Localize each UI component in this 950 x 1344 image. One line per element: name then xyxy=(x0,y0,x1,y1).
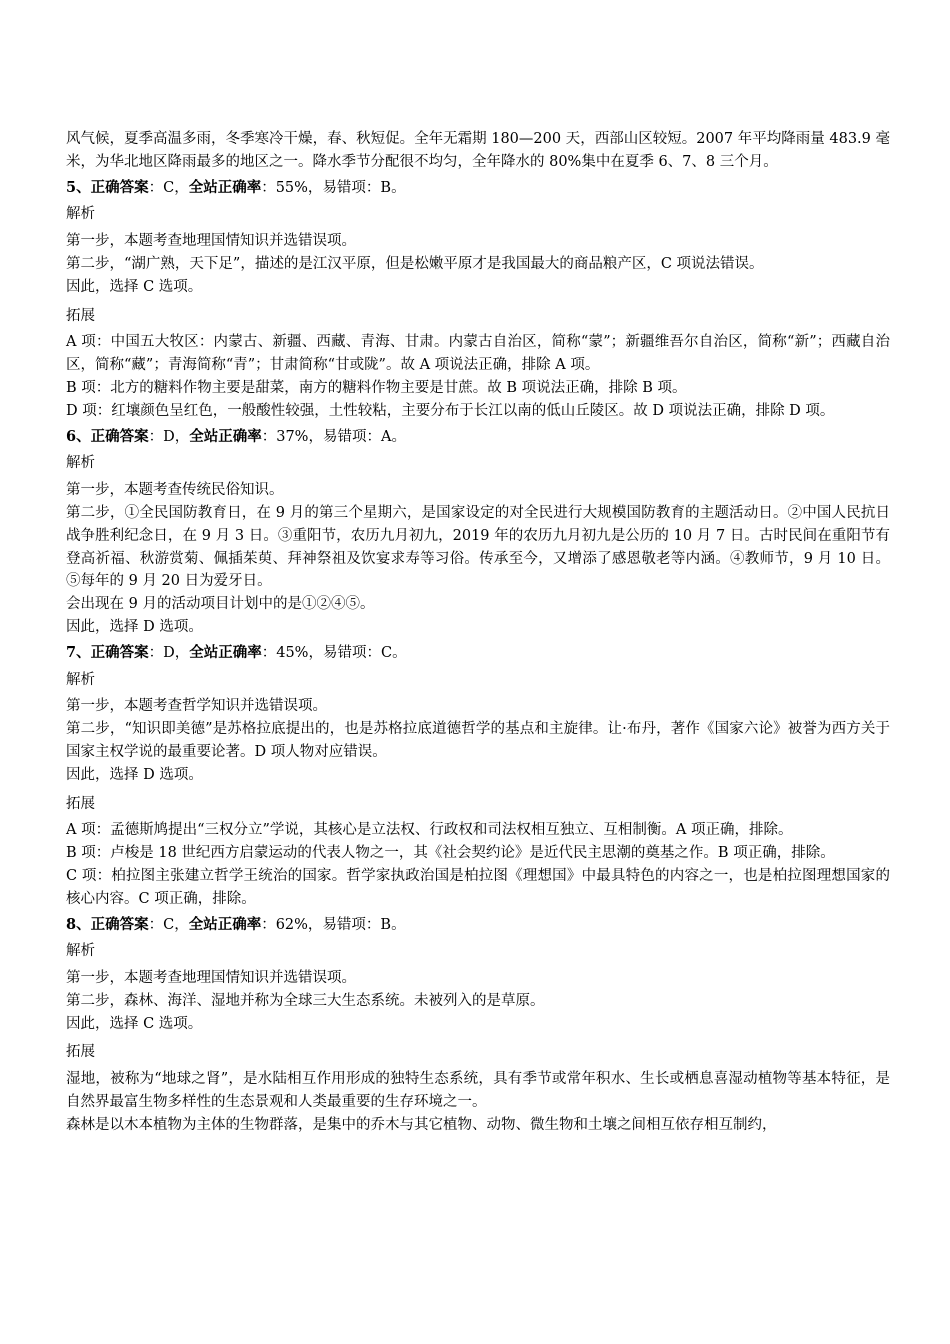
answer-value: C， xyxy=(163,179,189,196)
analysis-paragraph: 第一步，本题考查地理国情知识并选错误项。 xyxy=(66,970,356,987)
answer-number-label: 5、正确答案 xyxy=(66,178,149,196)
analysis-paragraph: 因此，选择 D 选项。 xyxy=(66,766,203,783)
accuracy-separator: ： xyxy=(261,179,276,196)
answer-number-label: 8、正确答案 xyxy=(66,915,149,933)
analysis-paragraph: 第一步，本题考查传统民俗知识。 xyxy=(66,482,284,499)
analysis-paragraph: 第二步，森林、海洋、湿地并称为全球三大生态系统。未被列入的是草原。 xyxy=(66,992,545,1009)
accuracy-label: 全站正确率 xyxy=(189,427,262,445)
answer-value: C， xyxy=(163,916,189,933)
answer-value: D， xyxy=(163,428,190,445)
analysis-paragraph: 会出现在 9 月的活动项目计划中的是①②④⑤。 xyxy=(66,596,375,613)
analysis-label: 解析 xyxy=(66,943,95,960)
analysis-paragraph: 第一步，本题考查地理国情知识并选错误项。 xyxy=(66,233,356,250)
question-section-7 xyxy=(66,642,890,911)
answer-value: D， xyxy=(163,644,190,661)
extension-label: 拓展 xyxy=(66,307,95,324)
analysis-paragraph: 因此，选择 D 选项。 xyxy=(66,618,203,635)
intro-paragraph: 风气候，夏季高温多雨，冬季寒冷干燥，春、秋短促。全年无霜期 180—200 天，西部山区较短。2007 年平均降雨量 483.9 毫米，为华北地区降雨最多的地区之一。降水季节分配很不均匀，全年降水的 80%集中在夏季 6、7、8 三个月。 xyxy=(66,131,890,170)
answer-line xyxy=(66,914,890,937)
extension-paragraph: A 项：中国五大牧区：内蒙古、新疆、西藏、青海、甘肃。内蒙古自治区，简称“蒙”；新疆维吾尔自治区，简称“新”；西藏自治区，简称“藏”；青海简称“青”；甘肃简称“甘或陇”。故 A 项说法正确，排除 A 项。 xyxy=(66,334,890,374)
extension-paragraph: B 项：卢梭是 18 世纪西方启蒙运动的代表人物之一，其《社会契约论》是近代民主思潮的奠基之作。B 项正确，排除。 xyxy=(66,845,835,862)
intro-section xyxy=(66,128,890,174)
answer-separator: ： xyxy=(148,644,164,661)
accuracy-label: 全站正确率 xyxy=(189,643,262,661)
extension-paragraph: D 项：红壤颜色呈红色，一般酸性较强，土性较粘，主要分布于长江以南的低山丘陵区。故 D 项说法正确，排除 D 项。 xyxy=(66,402,835,419)
extension-paragraph: A 项：孟德斯鸠提出“三权分立”学说，其核心是立法权、行政权和司法权相互独立、互相制衡。A 项正确，排除。 xyxy=(66,822,793,839)
common-wrong-option: 易错项：A。 xyxy=(322,428,406,445)
document-content xyxy=(66,128,890,1137)
accuracy-label: 全站正确率 xyxy=(188,915,262,933)
common-wrong-option: 易错项：B。 xyxy=(322,179,406,196)
accuracy-value: 45%， xyxy=(276,644,323,661)
analysis-paragraph: 第二步，“知识即美德”是苏格拉底提出的，也是苏格拉底道德哲学的基点和主旋律。让·布丹，著作《国家六论》被誉为西方关于国家主权学说的最重要论著。D 项人物对应错误。 xyxy=(66,721,890,760)
extension-paragraph: B 项：北方的糖料作物主要是甜菜，南方的糖料作物主要是甘蔗。故 B 项说法正确，排除 B 项。 xyxy=(66,379,687,396)
extension-paragraph: C 项：柏拉图主张建立哲学王统治的国家。哲学家执政治国是柏拉图《理想国》中最具特色的内容之一，也是柏拉图理想国家的核心内容。C 项正确，排除。 xyxy=(66,867,890,907)
answer-number-label: 7、正确答案 xyxy=(66,643,149,661)
question-section-8 xyxy=(66,914,890,1137)
answer-separator: ： xyxy=(148,179,164,196)
accuracy-value: 55%， xyxy=(275,179,323,196)
answer-separator: ： xyxy=(148,428,164,445)
analysis-label: 解析 xyxy=(66,206,95,223)
analysis-paragraph: 因此，选择 C 选项。 xyxy=(66,1015,203,1032)
analysis-paragraph: 第二步，“湖广熟，天下足”，描述的是江汉平原，但是松嫩平原才是我国最大的商品粮产区，C 项说法错误。 xyxy=(66,255,764,272)
answer-separator: ： xyxy=(148,916,164,933)
analysis-label: 解析 xyxy=(66,671,95,688)
question-list xyxy=(66,177,890,1137)
extension-paragraph: 森林是以木本植物为主体的生物群落，是集中的乔木与其它植物、动物、微生物和土壤之间相互依存相互制约， xyxy=(66,1116,777,1133)
accuracy-value: 62%， xyxy=(275,916,323,933)
accuracy-label: 全站正确率 xyxy=(188,178,262,196)
answer-line xyxy=(66,177,890,200)
answer-number-label: 6、正确答案 xyxy=(66,427,149,445)
analysis-paragraph: 第二步，①全民国防教育日，在 9 月的第三个星期六，是国家设定的对全民进行大规模国防教育的主题活动日。②中国人民抗日战争胜利纪念日，在 9 月 3 日。③重阳节，农历九月初九，2019 年的农历九月初九是公历的 10 月 7 日。古时民间在重阳节有登高祈福、秋游赏菊、佩插茱萸、拜神祭祖及饮宴求寿等习俗。传承至今，又增添了感恩敬老等内涵。④教师节，9 月 10 日。⑤每年的 9 月 20 日为爱牙日。 xyxy=(66,504,890,590)
common-wrong-option: 易错项：B。 xyxy=(322,916,406,933)
extension-paragraph: 湿地，被称为“地球之肾”，是水陆相互作用形成的独特生态系统，具有季节或常年积水、生长或栖息喜湿动植物等基本特征，是自然界最富生物多样性的生态景观和人类最重要的生存环境之一。 xyxy=(66,1071,890,1111)
accuracy-separator: ： xyxy=(261,644,277,661)
answer-line xyxy=(66,426,890,449)
accuracy-separator: ： xyxy=(261,916,276,933)
answer-line xyxy=(66,642,890,665)
extension-label: 拓展 xyxy=(66,1044,95,1061)
extension-label: 拓展 xyxy=(66,795,95,812)
analysis-paragraph: 第一步，本题考查哲学知识并选错误项。 xyxy=(66,698,327,715)
common-wrong-option: 易错项：C。 xyxy=(322,644,407,661)
question-section-6 xyxy=(66,426,890,639)
analysis-paragraph: 因此，选择 C 选项。 xyxy=(66,278,203,295)
analysis-label: 解析 xyxy=(66,455,95,472)
question-section-5 xyxy=(66,177,890,423)
accuracy-separator: ： xyxy=(261,428,277,445)
accuracy-value: 37%， xyxy=(276,428,323,445)
